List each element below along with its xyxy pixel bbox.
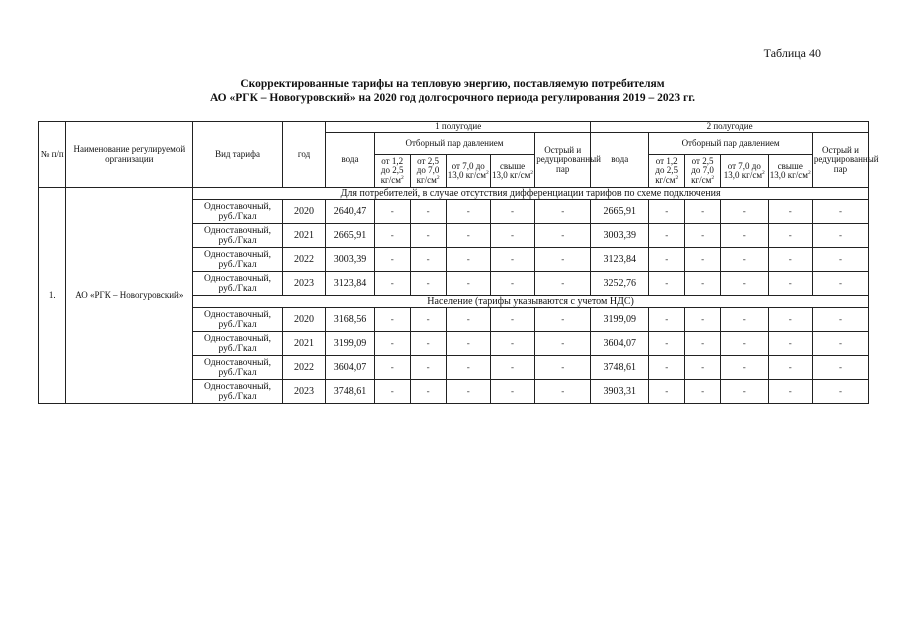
empty-value-cell: - bbox=[490, 272, 534, 296]
water-h2-cell: 3199,09 bbox=[591, 308, 649, 332]
header-steam-pressure-1: Отборный пар давлением bbox=[374, 133, 534, 155]
empty-value-cell: - bbox=[721, 272, 769, 296]
empty-value-cell: - bbox=[490, 248, 534, 272]
empty-value-cell: - bbox=[768, 308, 812, 332]
title-line-2: АО «РГК – Новогуровский» на 2020 год долгосрочного периода регулирования 2019 – 2023 гг. bbox=[209, 92, 696, 104]
header-water-1: вода bbox=[326, 133, 375, 188]
empty-value-cell: - bbox=[535, 200, 591, 224]
empty-value-cell: - bbox=[768, 380, 812, 404]
water-h1-cell: 3123,84 bbox=[326, 272, 375, 296]
header-pressure-7-0-13-0: от 7,0 до 13,0 $кг/см^2$ bbox=[721, 155, 769, 188]
year-cell: 2022 bbox=[282, 356, 325, 380]
table-body bbox=[39, 188, 869, 404]
section-label: Для потребителей, в случае отсутствия дифференциации тарифов по схеме подключения bbox=[193, 188, 869, 200]
empty-value-cell: - bbox=[374, 224, 410, 248]
empty-value-cell: - bbox=[490, 308, 534, 332]
empty-value-cell: - bbox=[410, 224, 446, 248]
empty-value-cell: - bbox=[721, 356, 769, 380]
year-cell: 2022 bbox=[282, 248, 325, 272]
water-h2-cell: 2665,91 bbox=[591, 200, 649, 224]
empty-value-cell: - bbox=[649, 200, 685, 224]
empty-value-cell: - bbox=[374, 272, 410, 296]
header-water-2: вода bbox=[591, 133, 649, 188]
header-pressure-1-2-2-5: от 1,2 до 2,5 $кг/см^2$ bbox=[374, 155, 410, 188]
header-half-2: 2 полугодие bbox=[591, 122, 869, 133]
empty-value-cell: - bbox=[490, 224, 534, 248]
section-label: Население (тарифы указываются с учетом НДС) bbox=[193, 296, 869, 308]
empty-value-cell: - bbox=[812, 308, 868, 332]
empty-value-cell: - bbox=[374, 248, 410, 272]
empty-value-cell: - bbox=[685, 200, 721, 224]
empty-value-cell: - bbox=[374, 356, 410, 380]
title-line-1: Скорректированные тарифы на тепловую энергию, поставляемую потребителям bbox=[240, 78, 665, 90]
tariff-type-cell: Одноставочный, руб./Гкал bbox=[193, 380, 283, 404]
empty-value-cell: - bbox=[446, 224, 490, 248]
empty-value-cell: - bbox=[812, 380, 868, 404]
year-cell: 2020 bbox=[282, 308, 325, 332]
tariff-type-cell: Одноставочный, руб./Гкал bbox=[193, 200, 283, 224]
water-h1-cell: 3748,61 bbox=[326, 380, 375, 404]
empty-value-cell: - bbox=[535, 380, 591, 404]
empty-value-cell: - bbox=[768, 224, 812, 248]
org-name: АО «РГК – Новогуровский» bbox=[66, 188, 193, 404]
tariff-type-cell: Одноставочный, руб./Гкал bbox=[193, 248, 283, 272]
empty-value-cell: - bbox=[446, 200, 490, 224]
empty-value-cell: - bbox=[374, 332, 410, 356]
empty-value-cell: - bbox=[490, 332, 534, 356]
empty-value-cell: - bbox=[446, 272, 490, 296]
header-steam-pressure-2: Отборный пар давлением bbox=[649, 133, 813, 155]
water-h2-cell: 3123,84 bbox=[591, 248, 649, 272]
tariff-type-cell: Одноставочный, руб./Гкал bbox=[193, 272, 283, 296]
empty-value-cell: - bbox=[374, 380, 410, 404]
empty-value-cell: - bbox=[649, 272, 685, 296]
header-pressure-7-0-13-0: от 7,0 до 13,0 $кг/см^2$ bbox=[446, 155, 490, 188]
empty-value-cell: - bbox=[812, 356, 868, 380]
empty-value-cell: - bbox=[768, 200, 812, 224]
empty-value-cell: - bbox=[768, 272, 812, 296]
empty-value-cell: - bbox=[685, 308, 721, 332]
empty-value-cell: - bbox=[490, 380, 534, 404]
empty-value-cell: - bbox=[374, 308, 410, 332]
water-h1-cell: 3604,07 bbox=[326, 356, 375, 380]
tariff-type-cell: Одноставочный, руб./Гкал bbox=[193, 224, 283, 248]
header-sharp-steam-1: Острый и редуцированный пар bbox=[535, 133, 591, 188]
empty-value-cell: - bbox=[649, 332, 685, 356]
year-cell: 2023 bbox=[282, 380, 325, 404]
empty-value-cell: - bbox=[649, 356, 685, 380]
empty-value-cell: - bbox=[410, 380, 446, 404]
empty-value-cell: - bbox=[812, 248, 868, 272]
water-h1-cell: 2640,47 bbox=[326, 200, 375, 224]
empty-value-cell: - bbox=[535, 224, 591, 248]
empty-value-cell: - bbox=[685, 356, 721, 380]
empty-value-cell: - bbox=[721, 200, 769, 224]
empty-value-cell: - bbox=[649, 248, 685, 272]
water-h2-cell: 3903,31 bbox=[591, 380, 649, 404]
empty-value-cell: - bbox=[410, 332, 446, 356]
header-sharp-steam-2: Острый и редуцированный пар bbox=[812, 133, 868, 188]
header-half-1: 1 полугодие bbox=[326, 122, 591, 133]
empty-value-cell: - bbox=[410, 356, 446, 380]
table-number: Таблица 40 bbox=[763, 46, 821, 60]
header-pressure-2-5-7-0: от 2,5 до 7,0 $кг/см^2$ bbox=[410, 155, 446, 188]
empty-value-cell: - bbox=[410, 272, 446, 296]
tariff-table bbox=[38, 121, 879, 404]
empty-value-cell: - bbox=[410, 248, 446, 272]
empty-value-cell: - bbox=[685, 332, 721, 356]
tariff-type-cell: Одноставочный, руб./Гкал bbox=[193, 332, 283, 356]
empty-value-cell: - bbox=[410, 200, 446, 224]
empty-value-cell: - bbox=[446, 380, 490, 404]
water-h2-cell: 3252,76 bbox=[591, 272, 649, 296]
empty-value-cell: - bbox=[649, 308, 685, 332]
empty-value-cell: - bbox=[721, 224, 769, 248]
water-h1-cell: 3199,09 bbox=[326, 332, 375, 356]
org-number: 1. bbox=[39, 188, 66, 404]
year-cell: 2020 bbox=[282, 200, 325, 224]
empty-value-cell: - bbox=[685, 272, 721, 296]
header-pressure-over-13-0: свыше 13,0 $кг/см^2$ bbox=[768, 155, 812, 188]
header-pressure-1-2-2-5: от 1,2 до 2,5 $кг/см^2$ bbox=[649, 155, 685, 188]
empty-value-cell: - bbox=[721, 248, 769, 272]
empty-value-cell: - bbox=[490, 356, 534, 380]
empty-value-cell: - bbox=[812, 332, 868, 356]
empty-value-cell: - bbox=[812, 272, 868, 296]
empty-value-cell: - bbox=[812, 224, 868, 248]
empty-value-cell: - bbox=[685, 380, 721, 404]
empty-value-cell: - bbox=[812, 200, 868, 224]
header-year: год bbox=[282, 122, 325, 188]
water-h2-cell: 3748,61 bbox=[591, 356, 649, 380]
empty-value-cell: - bbox=[721, 332, 769, 356]
empty-value-cell: - bbox=[685, 224, 721, 248]
empty-value-cell: - bbox=[649, 224, 685, 248]
empty-value-cell: - bbox=[768, 332, 812, 356]
table-title bbox=[0, 77, 905, 105]
empty-value-cell: - bbox=[535, 272, 591, 296]
year-cell: 2023 bbox=[282, 272, 325, 296]
empty-value-cell: - bbox=[410, 308, 446, 332]
header-num: № п/п bbox=[39, 122, 66, 188]
header-tariff-type: Вид тарифа bbox=[193, 122, 283, 188]
empty-value-cell: - bbox=[535, 308, 591, 332]
water-h1-cell: 2665,91 bbox=[326, 224, 375, 248]
water-h1-cell: 3003,39 bbox=[326, 248, 375, 272]
tariff-type-cell: Одноставочный, руб./Гкал bbox=[193, 308, 283, 332]
empty-value-cell: - bbox=[490, 200, 534, 224]
empty-value-cell: - bbox=[768, 248, 812, 272]
empty-value-cell: - bbox=[768, 356, 812, 380]
empty-value-cell: - bbox=[446, 356, 490, 380]
empty-value-cell: - bbox=[535, 356, 591, 380]
empty-value-cell: - bbox=[446, 332, 490, 356]
empty-value-cell: - bbox=[721, 308, 769, 332]
header-pressure-2-5-7-0: от 2,5 до 7,0 $кг/см^2$ bbox=[685, 155, 721, 188]
empty-value-cell: - bbox=[685, 248, 721, 272]
header-org: Наименование регулируемой организации bbox=[66, 122, 193, 188]
empty-value-cell: - bbox=[649, 380, 685, 404]
empty-value-cell: - bbox=[535, 248, 591, 272]
water-h2-cell: 3604,07 bbox=[591, 332, 649, 356]
water-h1-cell: 3168,56 bbox=[326, 308, 375, 332]
empty-value-cell: - bbox=[446, 248, 490, 272]
empty-value-cell: - bbox=[374, 200, 410, 224]
year-cell: 2021 bbox=[282, 224, 325, 248]
water-h2-cell: 3003,39 bbox=[591, 224, 649, 248]
tariff-type-cell: Одноставочный, руб./Гкал bbox=[193, 356, 283, 380]
year-cell: 2021 bbox=[282, 332, 325, 356]
empty-value-cell: - bbox=[446, 308, 490, 332]
header-pressure-over-13-0: свыше 13,0 $кг/см^2$ bbox=[490, 155, 534, 188]
empty-value-cell: - bbox=[721, 380, 769, 404]
empty-value-cell: - bbox=[535, 332, 591, 356]
